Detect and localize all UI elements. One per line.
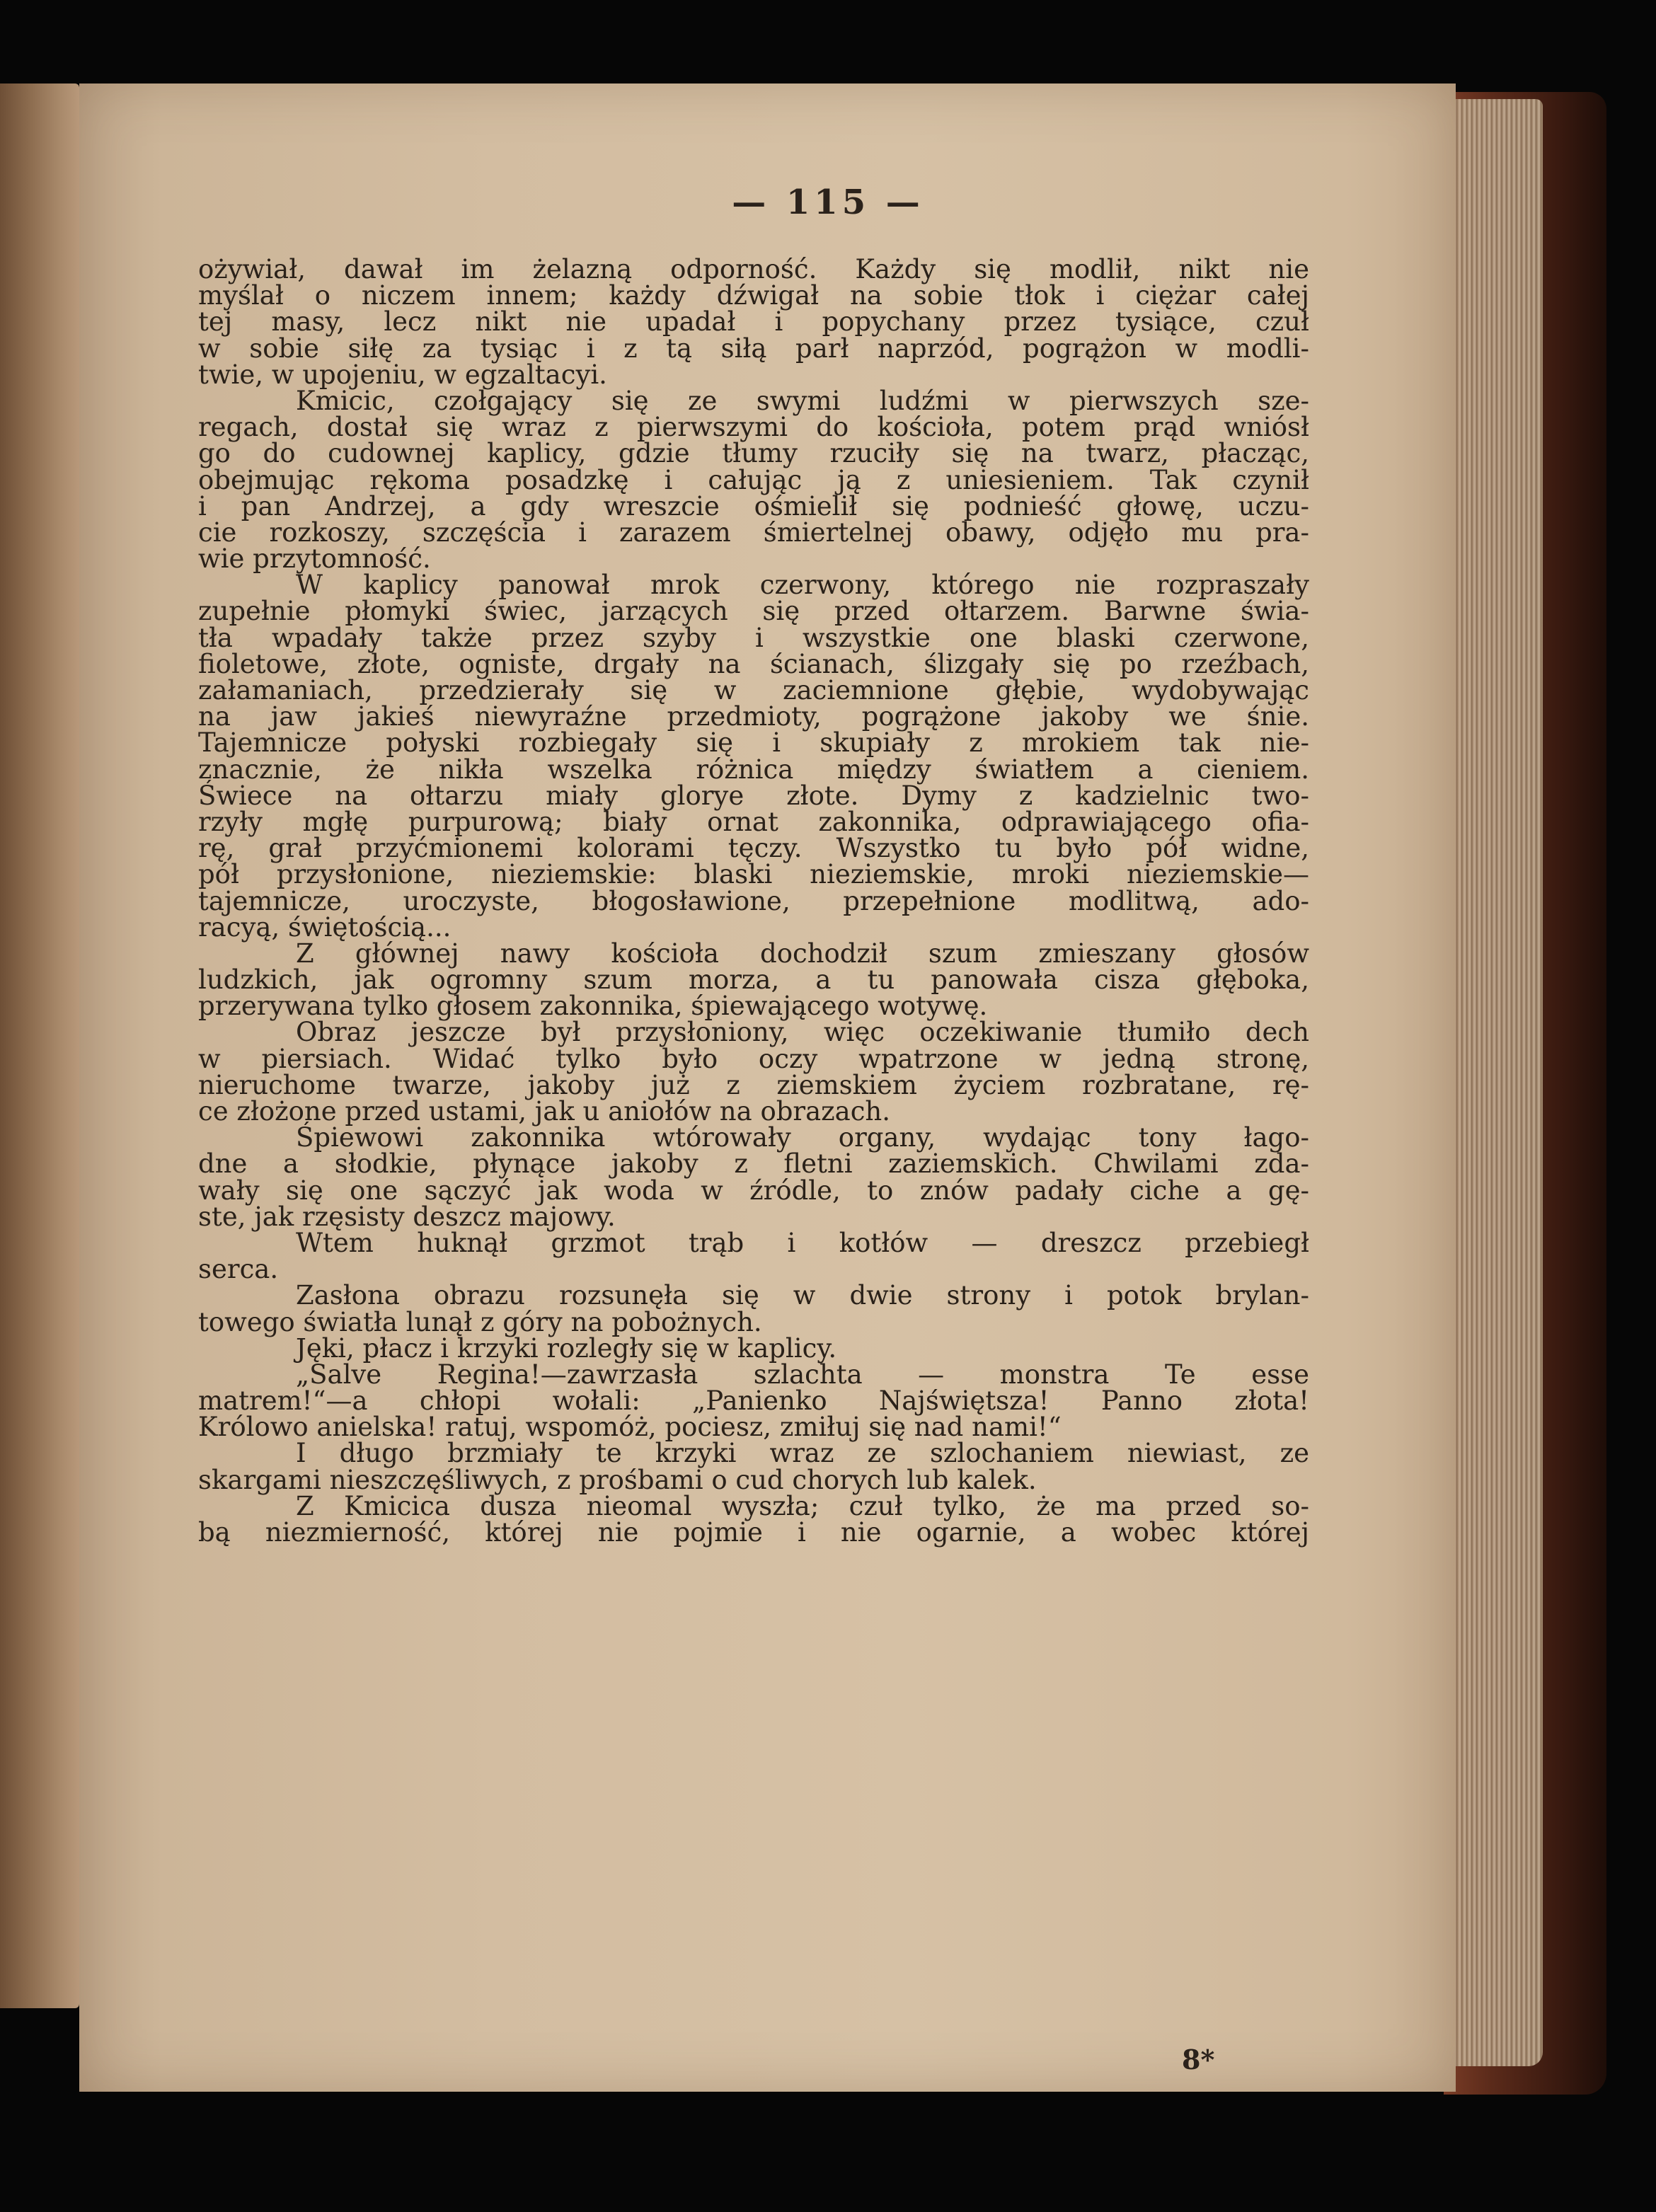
page-stack-edge (1444, 99, 1543, 2066)
text-line: Jęki, płacz i krzyki rozległy się w kaplicy. (296, 1332, 837, 1364)
text-line: towego światła lunął z góry na pobożnych. (198, 1306, 762, 1337)
text-line: przerywana tylko głosem zakonnika, śpiewającego wotywę. (198, 991, 988, 1022)
text-line: Kmicic, czołgający się ze swymi ludźmi w pierwszych sze- (296, 385, 1309, 416)
text-line: Z głównej nawy kościoła dochodził szum zmieszany głosów (296, 938, 1309, 969)
text-line: W kaplicy panował mrok czerwony, którego nie rozpraszały (296, 570, 1309, 601)
text-line: dne a słodkie, płynące jakoby z fletni zaziemskich. Chwilami zda- (198, 1148, 1309, 1180)
text-line: regach, dostał się wraz z pierwszymi do kościoła, potem prąd wniósł (198, 412, 1309, 443)
text-line: Tajemnicze połyski rozbiegały się i skupiały z mrokiem tak nie- (198, 727, 1309, 759)
text-line: ludzkich, jak ogromny szum morza, a tu panowała cisza głęboka, (198, 964, 1309, 996)
text-line: serca. (198, 1254, 279, 1285)
text-line: cie rozkoszy, szczęścia i zarazem śmiertelnej obawy, odjęło mu pra- (198, 517, 1309, 548)
text-line: Wtem huknął grzmot trąb i kotłów — dreszcz przebiegł (296, 1227, 1309, 1258)
text-line: pół przysłonione, nieziemskie: blaski nieziemskie, mroki nieziemskie— (198, 859, 1309, 890)
text-line: I długo brzmiały te krzyki wraz ze szlochaniem niewiast, ze (296, 1438, 1309, 1469)
text-line: matrem!“—a chłopi wołali: „Panienko Najświętsza! Panno złota! (198, 1386, 1309, 1417)
text-line: Zasłona obrazu rozsunęła się w dwie strony i potok brylan- (296, 1280, 1309, 1311)
text-line: w piersiach. Widać tylko było oczy wpatrzone w jedną stronę, (198, 1043, 1309, 1074)
text-line: znacznie, że nikła wszelka różnica między światłem a cieniem. (198, 754, 1309, 785)
body-text (198, 254, 1309, 1548)
text-line: go do cudownej kaplicy, gdzie tłumy rzuciły się na twarz, płacząc, (198, 438, 1309, 469)
previous-page-edge (0, 83, 79, 2008)
text-line: wały się one sączyć jak woda w źródle, to znów padały ciche a gę- (198, 1175, 1309, 1206)
text-line: racyą, świętością... (198, 911, 452, 943)
text-line: Królowo anielska! ratuj, wspomóż, pociesz, zmiłuj się nad nami!“ (198, 1412, 1062, 1443)
text-line: ożywiał, dawał im żelazną odporność. Każdy się modlił, nikt nie (198, 254, 1309, 284)
text-line: skargami nieszczęśliwych, z prośbami o cud chorych lub kalek. (198, 1464, 1037, 1495)
text-line: załamaniach, przedzierały się w zaciemnione głębie, wydobywając (198, 675, 1309, 705)
text-line: ste, jak rzęsisty deszcz majowy. (198, 1201, 616, 1232)
text-line: zupełnie płomyki świec, jarzących się przed ołtarzem. Barwne świa- (198, 596, 1309, 627)
text-line: twie, w upojeniu, w egzaltacyi. (198, 359, 607, 390)
text-line: rę, grał przyćmionemi kolorami tęczy. Wszystko tu było pół widne, (198, 833, 1309, 864)
text-line: wie przytomność. (198, 543, 431, 575)
text-line: nieruchome twarze, jakoby już z ziemskiem życiem rozbratane, rę- (198, 1069, 1309, 1100)
text-line: Świece na ołtarzu miały glorye złote. Dymy z kadzielnic two- (198, 780, 1309, 811)
text-line: tła wpadały także przez szyby i wszystkie one blaski czerwone, (198, 622, 1309, 653)
text-line: Obraz jeszcze był przysłoniony, więc oczekiwanie tłumiło dech (296, 1017, 1309, 1048)
text-line: w sobie siłę za tysiąc i z tą siłą parł naprzód, pogrążon w modli- (198, 333, 1309, 364)
text-line: na jaw jakieś niewyraźne przedmioty, pogrążone jakoby we śnie. (198, 701, 1309, 732)
text-line: fioletowe, złote, ogniste, drgały na ścianach, ślizgały się po rzeźbach, (198, 648, 1309, 679)
text-line: tajemnicze, uroczyste, błogosławione, przepełnione modlitwą, ado- (198, 885, 1309, 916)
text-line: ce złożone przed ustami, jak u aniołów na obrazach. (198, 1096, 891, 1127)
text-line: obejmując rękoma posadzkę i całując ją z uniesieniem. Tak czynił (198, 464, 1309, 495)
text-line: bą niezmierność, której nie pojmie i nie ogarnie, a wobec której (198, 1517, 1309, 1548)
text-line: tej masy, lecz nikt nie upadał i popychany przez tysiące, czuł (198, 306, 1309, 338)
page-number: — 115 — (732, 183, 924, 222)
text-line: Z Kmicica dusza nieomal wyszła; czuł tylko, że ma przed so- (296, 1490, 1309, 1521)
signature-mark: 8* (1182, 2044, 1215, 2075)
text-line: Śpiewowi zakonnika wtórowały organy, wydając tony łago- (296, 1122, 1309, 1153)
text-line: „Salve Regina!—zawrzasła szlachta — monstra Te esse (296, 1359, 1309, 1390)
text-line: rzyły mgłę purpurową; biały ornat zakonnika, odprawiającego ofia- (198, 806, 1309, 837)
text-line: myślał o niczem innem; każdy dźwigał na sobie tłok i ciężar całej (198, 280, 1309, 311)
text-line: i pan Andrzej, a gdy wreszcie ośmielił się podnieść głowę, uczu- (198, 490, 1309, 522)
